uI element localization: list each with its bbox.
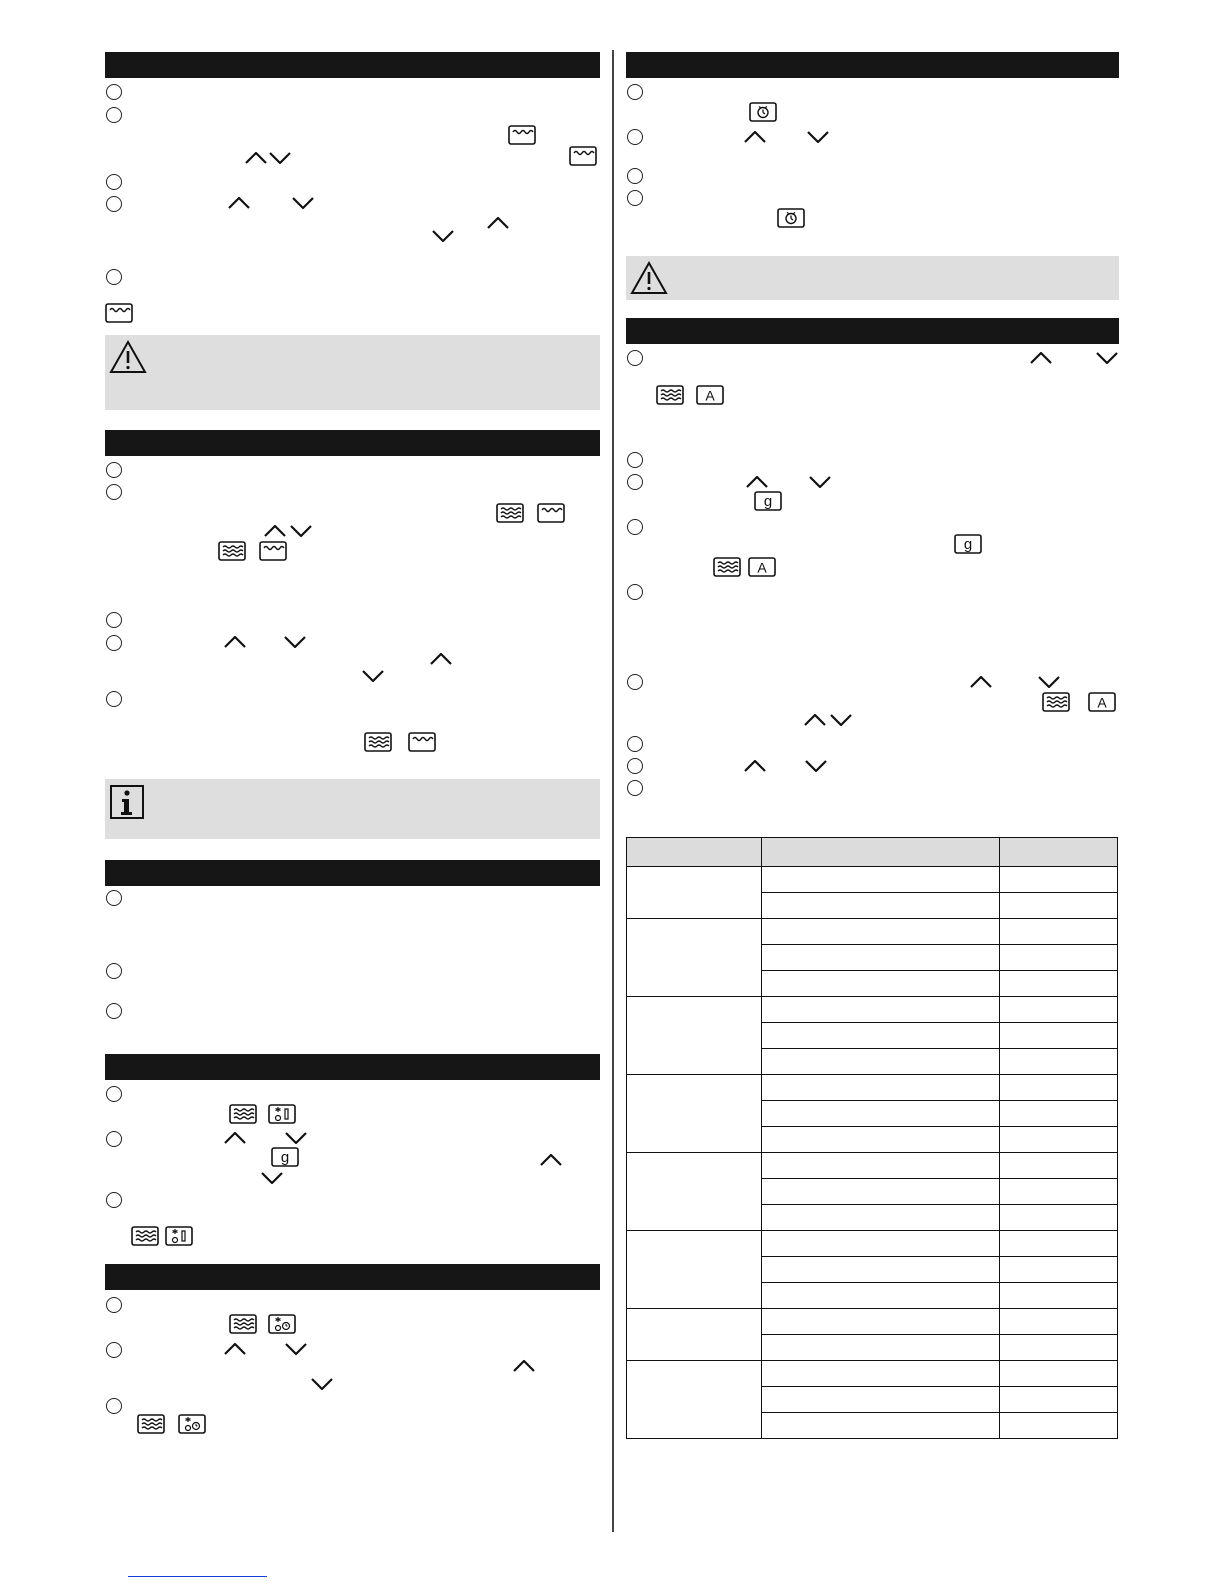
step-number [106, 84, 122, 100]
table-cell [1000, 1413, 1118, 1439]
microwave-icon [137, 1414, 165, 1434]
up-arrow-icon [223, 635, 247, 649]
table-cell [1000, 1335, 1118, 1361]
table-cell [762, 1153, 1000, 1179]
section-header-bar [105, 1264, 600, 1290]
info-note [105, 779, 600, 839]
step-number [106, 890, 122, 906]
step-number [627, 84, 643, 100]
step-number [106, 1297, 122, 1313]
step-number [627, 452, 643, 468]
table-group-cell [627, 1309, 762, 1361]
down-arrow-icon [1037, 675, 1061, 689]
table-cell [1000, 1127, 1118, 1153]
up-arrow-icon [223, 1342, 247, 1356]
table-cell [762, 1049, 1000, 1075]
up-arrow-icon [244, 151, 268, 165]
table-header-cell [1000, 838, 1118, 867]
table-cell [762, 1283, 1000, 1309]
up-arrow-icon [969, 675, 993, 689]
table-cell [762, 1101, 1000, 1127]
table-cell [762, 1231, 1000, 1257]
microwave-icon [229, 1104, 257, 1124]
table-cell [1000, 945, 1118, 971]
down-arrow-icon [310, 1377, 334, 1391]
down-arrow-icon [289, 524, 313, 538]
auto-cook-table [626, 837, 1118, 1439]
step-number [106, 963, 122, 979]
table-cell [762, 1309, 1000, 1335]
table-row [627, 1309, 1118, 1335]
step-number [106, 691, 122, 707]
section-header-bar [105, 52, 600, 78]
table-cell [762, 1075, 1000, 1101]
microwave-icon [131, 1226, 159, 1246]
info-icon [110, 785, 144, 819]
table-cell [1000, 1257, 1118, 1283]
table-group-cell [627, 1231, 762, 1309]
up-arrow-icon [743, 130, 767, 144]
step-number [627, 519, 643, 535]
microwave-icon [364, 732, 392, 752]
down-arrow-icon [283, 635, 307, 649]
table-cell [762, 893, 1000, 919]
section-header-bar [626, 318, 1119, 344]
table-cell [1000, 971, 1118, 997]
step-number [106, 1003, 122, 1019]
table-row [627, 1153, 1118, 1179]
auto-A-icon [1088, 692, 1116, 712]
step-number [106, 1086, 122, 1102]
warning-icon [108, 339, 148, 375]
table-group-cell [627, 867, 762, 919]
microwave-icon [229, 1314, 257, 1334]
table-row [627, 867, 1118, 893]
section-header-bar [105, 430, 600, 456]
defrost-time-icon [268, 1314, 296, 1334]
step-number [106, 107, 122, 123]
step-number [106, 174, 122, 190]
down-arrow-icon [431, 229, 455, 243]
clock-timer-icon [749, 102, 777, 122]
microwave-icon [656, 385, 684, 405]
defrost-weight-icon [165, 1226, 193, 1246]
warning-note [105, 335, 600, 410]
step-number [106, 462, 122, 478]
table-cell [1000, 1023, 1118, 1049]
table-cell [1000, 1075, 1118, 1101]
table-group-cell [627, 997, 762, 1075]
section-header-bar [105, 860, 600, 886]
down-arrow-icon [806, 130, 830, 144]
table-cell [762, 1127, 1000, 1153]
up-arrow-icon [223, 1131, 247, 1145]
step-number [627, 758, 643, 774]
section-header-bar [626, 52, 1119, 78]
table-cell [762, 1023, 1000, 1049]
down-arrow-icon [284, 1342, 308, 1356]
table-header-cell [627, 838, 762, 867]
column-divider [612, 50, 614, 1532]
step-number [627, 129, 643, 145]
step-number [106, 269, 122, 285]
table-group-cell [627, 919, 762, 997]
weight-g-icon [954, 534, 982, 554]
table-cell [762, 1335, 1000, 1361]
table-cell [762, 997, 1000, 1023]
down-arrow-icon [808, 475, 832, 489]
table-cell [1000, 1231, 1118, 1257]
table-group-cell [627, 1361, 762, 1439]
up-arrow-icon [429, 652, 453, 666]
up-arrow-icon [745, 475, 769, 489]
table-cell [1000, 997, 1118, 1023]
table-cell [762, 971, 1000, 997]
warning-note [626, 256, 1119, 300]
step-number [627, 674, 643, 690]
down-arrow-icon [829, 713, 853, 727]
table-header-row [627, 838, 1118, 867]
grill-icon [259, 541, 287, 561]
table-cell [762, 919, 1000, 945]
step-number [106, 484, 122, 500]
table-cell [762, 1257, 1000, 1283]
table-cell [1000, 1153, 1118, 1179]
table-cell [1000, 1101, 1118, 1127]
grill-icon [508, 125, 536, 145]
table-row [627, 1075, 1118, 1101]
step-number [627, 474, 643, 490]
down-arrow-icon [361, 669, 385, 683]
warning-icon [629, 260, 669, 296]
up-arrow-icon [743, 759, 767, 773]
up-arrow-icon [512, 1359, 536, 1373]
weight-g-icon [271, 1147, 299, 1167]
table-row [627, 1231, 1118, 1257]
table-cell [1000, 867, 1118, 893]
table-cell [1000, 1179, 1118, 1205]
step-number [106, 1131, 122, 1147]
grill-icon [569, 146, 597, 166]
clock-timer-icon [777, 208, 805, 228]
step-number [106, 1398, 122, 1414]
up-arrow-icon [1029, 351, 1053, 365]
table-cell [1000, 1049, 1118, 1075]
weight-g-icon [754, 491, 782, 511]
step-number [627, 190, 643, 206]
grill-icon [537, 503, 565, 523]
section-header-bar [105, 1054, 600, 1080]
table-row [627, 919, 1118, 945]
down-arrow-icon [291, 196, 315, 210]
table-cell [1000, 919, 1118, 945]
step-number [627, 736, 643, 752]
defrost-weight-icon [268, 1104, 296, 1124]
table-row [627, 1361, 1118, 1387]
up-arrow-icon [539, 1153, 563, 1167]
table-cell [762, 1361, 1000, 1387]
auto-A-icon [696, 385, 724, 405]
up-arrow-icon [263, 524, 287, 538]
up-arrow-icon [803, 713, 827, 727]
table-row [627, 997, 1118, 1023]
table-cell [1000, 893, 1118, 919]
step-number [627, 780, 643, 796]
microwave-icon [713, 557, 741, 577]
table-cell [762, 1413, 1000, 1439]
grill-icon [105, 303, 133, 323]
auto-A-icon [748, 557, 776, 577]
down-arrow-icon [804, 759, 828, 773]
grill-icon [408, 732, 436, 752]
table-group-cell [627, 1153, 762, 1231]
down-arrow-icon [268, 151, 292, 165]
table-cell [1000, 1283, 1118, 1309]
footer-link-underline[interactable] [128, 1576, 267, 1577]
table-group-cell [627, 1075, 762, 1153]
step-number [106, 612, 122, 628]
table-cell [762, 945, 1000, 971]
microwave-icon [218, 541, 246, 561]
defrost-time-icon [178, 1414, 206, 1434]
down-arrow-icon [284, 1131, 308, 1145]
step-number [106, 635, 122, 651]
table-cell [1000, 1205, 1118, 1231]
step-number [106, 1192, 122, 1208]
step-number [627, 350, 643, 366]
table-cell [1000, 1361, 1118, 1387]
table-cell [762, 1205, 1000, 1231]
step-number [106, 1342, 122, 1358]
table-header-cell [762, 838, 1000, 867]
microwave-icon [496, 503, 524, 523]
microwave-icon [1042, 692, 1070, 712]
down-arrow-icon [1095, 351, 1119, 365]
down-arrow-icon [260, 1171, 284, 1185]
step-number [627, 584, 643, 600]
up-arrow-icon [486, 216, 510, 230]
table-cell [762, 1179, 1000, 1205]
table-cell [762, 1387, 1000, 1413]
table-cell [762, 867, 1000, 893]
table-cell [1000, 1387, 1118, 1413]
up-arrow-icon [227, 196, 251, 210]
table-cell [1000, 1309, 1118, 1335]
step-number [106, 196, 122, 212]
step-number [627, 168, 643, 184]
